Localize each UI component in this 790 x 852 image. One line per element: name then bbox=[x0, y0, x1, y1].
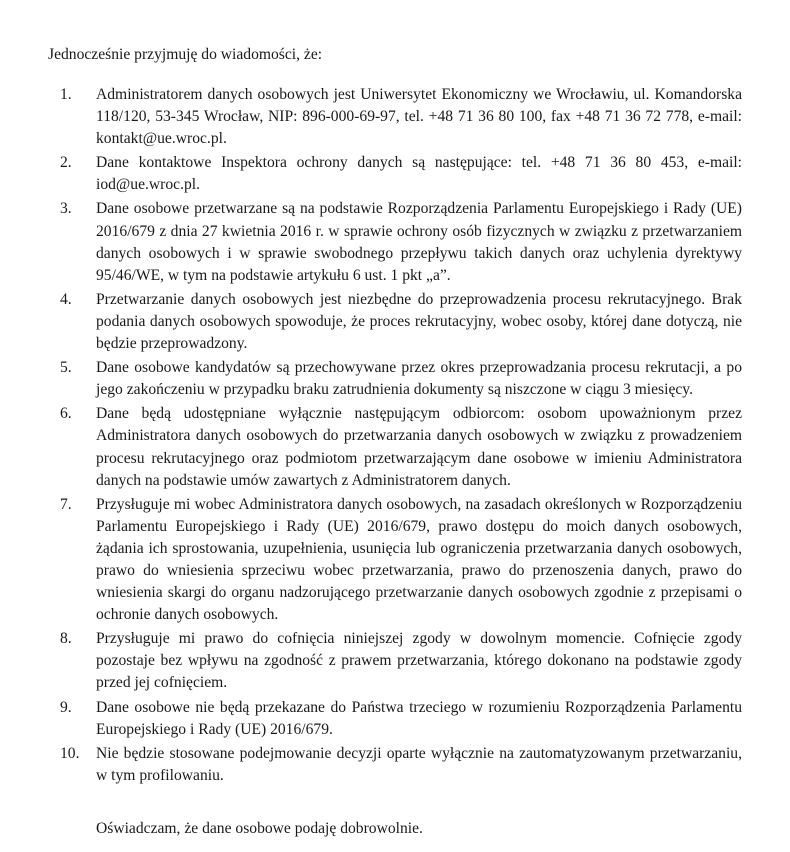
item-number: 5. bbox=[60, 359, 72, 377]
list-item bbox=[60, 494, 742, 627]
item-text: Przetwarzanie danych osobowych jest niezbędne do przeprowadzenia procesu rekrutacyjnego. Brak podania danych osobowych spowoduje, że proces rekrutacyjny, wobec osoby, której dane dotyczą, nie będzie przeprowadzony. bbox=[96, 290, 742, 353]
item-text: Nie będzie stosowane podejmowanie decyzji oparte wyłącznie na zautomatyzowanym przetwarzaniu, w tym profilowaniu. bbox=[96, 744, 742, 784]
item-text: Przysługuje mi wobec Administratora danych osobowych, na zasadach określonych w Rozporządzeniu Parlamentu Europejskiego i Rady (UE) 2016/679, prawo dostępu do moich danych osobowych, żądania ich sprostowania, uzupełnienia, usunięcia lub ograniczenia przetwarzania danych osobowych, prawo do wniesienia sprzeciwu wobec przetwarzania, prawo do przenoszenia danych, prawo do wniesienia skargi do organu nadzorującego przetwarzanie danych osobowych zgodnie z przepisami o ochronie danych osobowych. bbox=[96, 495, 742, 624]
list-item bbox=[60, 628, 742, 694]
item-text: Dane osobowe kandydatów są przechowywane przez okres przeprowadzania procesu rekrutacji, a po jego zakończeniu w przypadku braku zatrudnienia dokumenty są niszczone w ciągu 3 miesięcy. bbox=[96, 359, 742, 399]
item-text: Przysługuje mi prawo do cofnięcia niniejszej zgody w dowolnym momencie. Cofnięcie zgody pozostaje bez wpływu na zgodność z prawem przetwarzania, którego dokonano na podstawie zgody przed jej cofnięciem. bbox=[96, 630, 742, 692]
item-text: Dane będą udostępniane wyłącznie następującym odbiorcom: osobom upoważnionym przez Administratora danych osobowych do przetwarzania danych osobowych w związku z prowadzeniem procesu rekrutacyjnego oraz podmiotom przetwarzającym dane osobowe w imieniu Administratora danych na podstawie umów zawartych z Administratorem danych. bbox=[96, 405, 742, 489]
list-item bbox=[60, 198, 742, 286]
item-text: Dane kontaktowe Inspektora ochrony danych są następujące: tel. +48 71 36 80 453, e-mail: iod@ue.wroc.pl. bbox=[96, 154, 742, 194]
intro-text: Jednocześnie przyjmuję do wiadomości, że: bbox=[48, 46, 323, 63]
item-text: Administratorem danych osobowych jest Uniwersytet Ekonomiczny we Wrocławiu, ul. Komandorska 118/120, 53-345 Wrocław, NIP: 896-000-69-97, tel. +48 71 36 80 100, fax +48 71 36 72 778, e-mail: kontakt@ue.wroc.pl. bbox=[96, 86, 742, 148]
list-item bbox=[60, 357, 742, 401]
list-item bbox=[60, 84, 742, 150]
item-number: 6. bbox=[60, 405, 72, 423]
item-number: 9. bbox=[60, 698, 72, 716]
item-number: 8. bbox=[60, 630, 72, 648]
item-number: 2. bbox=[60, 154, 72, 172]
item-text: Dane osobowe nie będą przekazane do Państwa trzeciego w rozumieniu Rozporządzenia Parlamentu Europejskiego i Rady (UE) 2016/679. bbox=[96, 698, 742, 738]
item-number: 1. bbox=[60, 86, 72, 103]
declaration-text: Oświadczam, że dane osobowe podaję dobrowolnie. bbox=[96, 820, 423, 837]
clauses-list bbox=[60, 84, 742, 787]
item-number: 10. bbox=[60, 744, 80, 762]
item-number: 3. bbox=[60, 200, 72, 218]
list-item bbox=[60, 743, 742, 787]
item-text: Dane osobowe przetwarzane są na podstawie Rozporządzenia Parlamentu Europejskiego i Rady (UE) 2016/679 z dnia 27 kwietnia 2016 r. w sprawie ochrony osób fizycznych w związku z przetwarzaniem danych osobowych i w sprawie swobodnego przepływu takich danych oraz uchylenia dyrektywy 95/46/WE, w tym na podstawie artykułu 6 ust. 1 pkt „a”. bbox=[96, 200, 742, 284]
list-item bbox=[60, 152, 742, 196]
item-number: 7. bbox=[60, 495, 72, 513]
item-number: 4. bbox=[60, 290, 72, 308]
list-item bbox=[60, 403, 742, 491]
list-item bbox=[60, 697, 742, 741]
list-item bbox=[60, 289, 742, 355]
